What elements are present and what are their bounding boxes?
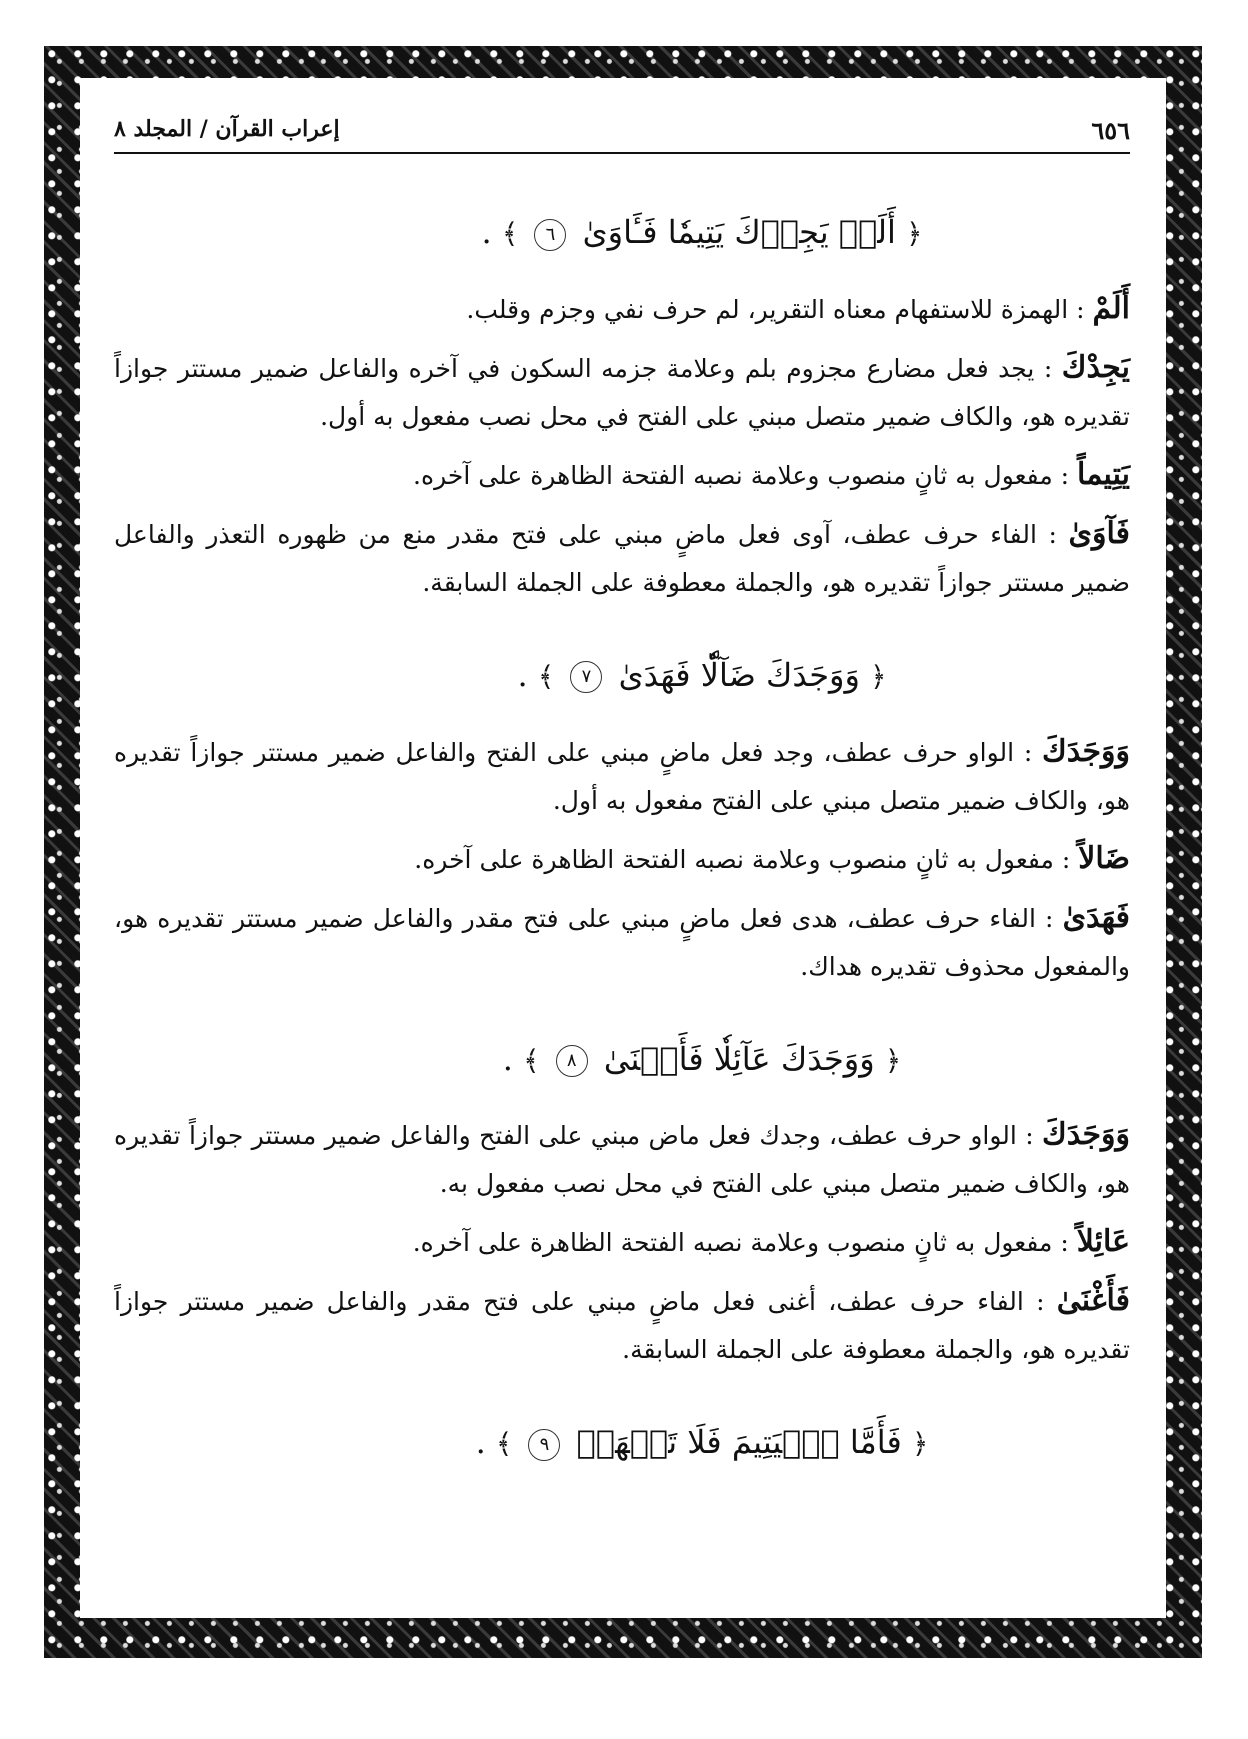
verse-open-bracket: ﴿ [870,659,887,693]
quran-verse [114,1420,1130,1465]
parsing-entry [114,510,1130,607]
verse-text: وَوَجَدَكَ ضَآلّٗا فَهَدَىٰ [618,655,860,694]
quran-verse [114,1037,1130,1082]
parsing-entry [114,835,1130,884]
parsing-entry [114,728,1130,825]
page-content [114,196,1130,1495]
ayah-number: ٦ [534,219,566,251]
entry-text: : الفاء حرف عطف، هدى فعل ماضٍ مبني على فتح مقدر والفاعل ضمير مستتر تقديره هو، والمفعول محذوف تقديره هداك. [114,903,1130,981]
entry-text: : الهمزة للاستفهام معناه التقرير، لم حرف نفي وجزم وقلب. [466,294,1085,324]
entry-term: ضَالاً [1078,840,1130,876]
parsing-entry [114,344,1130,441]
entry-text: : الفاء حرف عطف، آوى فعل ماضٍ مبني على فتح مقدر منع من ظهوره التعذر والفاعل ضمير مستتر جوازاً تقديره هو، والجملة معطوفة على الجملة السابقة. [114,519,1130,597]
verse-open-bracket: ﴿ [906,217,923,250]
entry-text: : الواو حرف عطف، وجدك فعل ماض مبني على الفتح والفاعل ضمير مستتر جوازاً تقديره هو، والكاف ضمير متصل مبني على الفتح في محل نصب مفعول به. [114,1121,1130,1199]
verse-close-bracket: ﴾ [501,217,519,250]
entry-text: : يجد فعل مضارع مجزوم بلم وعلامة جزمه السكون في آخره والفاعل ضمير مستتر جوازاً تقديره هو، والكاف ضمير متصل مبني على الفتح في محل نصب مفعول به أول. [114,353,1130,431]
verse-end-mark: . [481,213,492,251]
section-gap [114,1001,1130,1023]
quran-verse [114,653,1130,698]
entry-term: يَتِيماً [1077,456,1130,492]
entry-text: : مفعول به ثانٍ منصوب وعلامة نصبه الفتحة الظاهرة على آخره. [412,1228,1069,1258]
verse-end-mark: . [475,1423,486,1462]
ayah-number: ٩ [528,1429,560,1461]
verse-close-bracket: ﴾ [495,1427,513,1461]
page-number: ٦٥٦ [1091,116,1130,145]
book-title: إعراب القرآن / المجلد ٨ [114,116,340,142]
verse-text: وَوَجَدَكَ عَآئِلٗا فَأَغۡنَىٰ [603,1039,875,1078]
verse-close-bracket: ﴾ [537,659,555,693]
ayah-number: ٨ [556,1045,588,1077]
entry-text: : الفاء حرف عطف، أغنى فعل ماضٍ مبني على فتح مقدر والفاعل ضمير مستتر جوازاً تقديره هو، والجملة معطوفة على الجملة السابقة. [114,1287,1130,1365]
parsing-entry [114,285,1130,334]
parsing-entry [114,1218,1130,1267]
page-header [114,114,1130,154]
quran-verse [114,210,1130,255]
entry-text: : مفعول به ثانٍ منصوب وعلامة نصبه الفتحة الظاهرة على آخره. [413,460,1070,490]
section-gap [114,1384,1130,1406]
ayah-number: ٧ [570,661,602,693]
verse-end-mark: . [517,655,528,694]
verse-end-mark: . [502,1039,513,1078]
verse-open-bracket: ﴿ [884,1043,902,1077]
entry-term: وَوَجَدَكَ [1042,733,1130,769]
parsing-entry [114,1111,1130,1208]
verse-text: فَأَمَّا ٱلۡيَتِيمَ فَلَا تَقۡهَرۡ [576,1423,902,1462]
parsing-entry [114,894,1130,991]
parsing-entry [114,451,1130,500]
entry-term: وَوَجَدَكَ [1042,1117,1130,1153]
entry-term: فَهَدَىٰ [1062,899,1130,935]
entry-term: عَائِلاً [1076,1224,1130,1260]
entry-term: يَجِدْكَ [1061,349,1130,385]
entry-term: فَآوَىٰ [1068,515,1130,551]
parsing-entry [114,1277,1130,1374]
verse-close-bracket: ﴾ [523,1043,540,1077]
verse-open-bracket: ﴿ [912,1427,929,1461]
verse-text: أَلَمۡ يَجِدۡكَ يَتِيمٗا فَـَٔاوَىٰ [582,213,896,251]
book-page [80,78,1166,1618]
entry-term: فَأَغْنَىٰ [1056,1283,1130,1319]
entry-text: : مفعول به ثانٍ منصوب وعلامة نصبه الفتحة الظاهرة على آخره. [414,844,1071,874]
entry-text: : الواو حرف عطف، وجد فعل ماضٍ مبني على الفتح والفاعل ضمير مستتر جوازاً تقديره هو، والكاف ضمير متصل مبني على الفتح مفعول به أول. [114,737,1130,815]
entry-term: أَلَمْ [1092,290,1130,326]
section-gap [114,617,1130,639]
